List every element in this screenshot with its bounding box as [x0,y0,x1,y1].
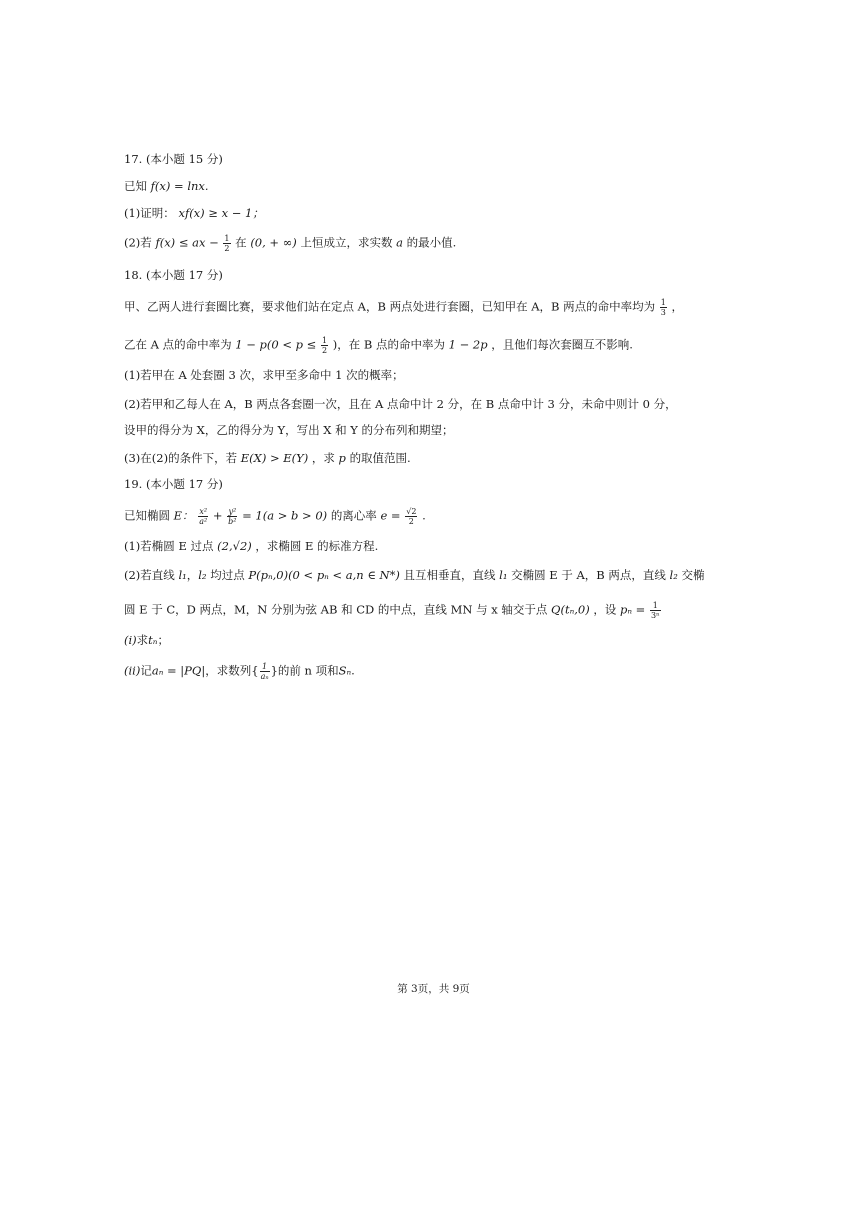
problem-17-given [124,178,209,194]
text: (3)在(2)的条件下，若 [124,451,238,465]
text: ，求椭圆 E 的标准方程. [255,539,379,553]
text: 甲、乙两人进行套圈比赛，要求他们站在定点 A，B 两点处进行套圈，已知甲在 A，B 两点的命中率均为 [124,299,656,314]
text: 上恒成立，求实数 [300,235,393,250]
fraction [660,298,667,317]
problem-18-part-2-line-1: (2)若甲和乙每人在 A，B 两点各套圈一次，且在 A 点命中计 2 分，在 B 点命中计 3 分，未命中则计 0 分， [124,397,677,411]
text: 的离心率 [330,508,377,523]
numerator: y² [228,507,237,516]
fraction [227,507,237,526]
denominator: 2 [408,517,414,526]
point-P: P(pₙ,0)(0 < pₙ < a,n ∈ N*) [248,568,400,582]
problem-17-heading: 17. (本小题 15 分) [124,152,223,166]
problem-19-part-1 [124,538,378,554]
line-l1: l₁ [499,568,508,582]
text: )，在 B 点的命中率为 [332,337,445,352]
plus-sign: + [212,508,223,523]
function-definition: f(x) = lnx. [150,179,209,193]
expression: E(X) > E(Y) [240,451,309,465]
variable: a [396,235,403,250]
text: ， [671,299,684,314]
numerator: 1 [650,601,661,611]
denominator: 2 [321,346,328,355]
numerator: 1 [321,336,328,345]
text: 的最小值. [406,235,457,250]
problem-18-part-3 [124,450,411,466]
line-l1: l₁ [178,568,187,582]
denominator: b² [228,517,237,526]
text: ； [157,633,169,647]
part-label: (2)若 [124,235,152,250]
text: 已知椭圆 [124,508,170,523]
problem-18-line-1 [124,298,683,317]
given-label: 已知 [124,179,147,193]
fraction [405,507,417,526]
expression: aₙ = |PQ| [151,663,206,678]
problem-18-line-2 [124,336,633,355]
text: ， [186,568,199,582]
numerator: 1 [660,298,666,307]
variable: p [338,451,346,465]
line-l2: l₂ [669,568,678,582]
numerator: √2 [406,507,417,516]
subpart-label: (ii) [124,663,141,678]
numerator: 1 [224,234,230,243]
fraction [198,507,208,526]
problem-18-part-2-line-2: 设甲的得分为 X，乙的得分为 Y，写出 X 和 Y 的分布列和期望； [124,423,454,437]
problem-17-part-1 [124,205,264,221]
inequality: f(x) ≤ ax − [155,235,219,250]
problem-18-heading: 18. (本小题 17 分) [124,268,223,282]
text: 求 [136,633,149,647]
fraction [650,601,661,620]
text: (1)若椭圆 E 过点 [124,539,214,553]
numerator: x² [199,507,208,516]
denominator: a² [199,517,208,526]
text: . [422,508,426,523]
denominator: 3 [660,308,666,317]
text: . [351,663,355,678]
page-footer: 第 3页，共 9页 [397,983,470,995]
text: 且互相垂直，直线 [403,568,496,582]
expression: 1 − 2p [448,337,488,352]
denominator: 3ⁿ [650,611,660,620]
text: 的取值范围. [349,451,411,465]
point-Q: Q(tₙ,0) [551,602,590,617]
ellipse-name: E： [173,508,194,523]
problem-19-heading: 19. (本小题 17 分) [124,477,223,491]
denominator: aₙ [260,672,269,681]
problem-17-part-2 [124,234,456,253]
problem-19-part-2-line-2 [124,601,662,620]
text: (2)若直线 [124,568,175,582]
problem-19-subpart-ii [124,662,355,681]
problem-19-part-2-line-1 [124,567,704,583]
fraction [260,662,270,681]
interval: (0, + ∞) [250,235,297,250]
fraction [223,234,230,253]
text: 交椭 [681,568,705,582]
pn-definition: pₙ = [620,602,646,617]
problem-18-part-1: (1)若甲在 A 处套圈 3 次，求甲至多命中 1 次的概率； [124,368,404,382]
part-label: (1)证明： [124,206,175,220]
text: ，且他们每次套圈互不影响. [491,337,633,352]
variable: Sₙ [338,663,352,678]
text: ，求数列{ [205,663,259,678]
denominator: 2 [224,244,230,253]
line-l2: l₂ [198,568,207,582]
problem-19-given [124,507,426,526]
text: 在 [235,235,247,250]
expression: 1 − p(0 < p ≤ [235,337,317,352]
equation: = 1(a > b > 0) [242,508,328,523]
subpart-label: (i) [124,633,137,647]
eccentricity: e = [380,508,401,523]
text: 圆 E 于 C，D 两点，M，N 分别为弦 AB 和 CD 的中点，直线 MN 与 x 轴交于点 [124,602,548,617]
numerator: 1 [260,662,270,672]
text: 均过点 [210,568,245,582]
variable: tₙ [148,633,158,647]
fraction [321,336,328,355]
text: }的前 n 项和 [270,663,339,678]
problem-19-subpart-i [124,632,169,648]
text: ，求 [311,451,335,465]
text: 乙在 A 点的命中率为 [124,337,232,352]
inequality: xf(x) ≥ x − 1； [178,206,264,220]
text: 记 [140,663,152,678]
point: (2,√2) [217,539,252,553]
text: 交椭圆 E 于 A，B 两点，直线 [511,568,666,582]
text: ，设 [593,602,617,617]
